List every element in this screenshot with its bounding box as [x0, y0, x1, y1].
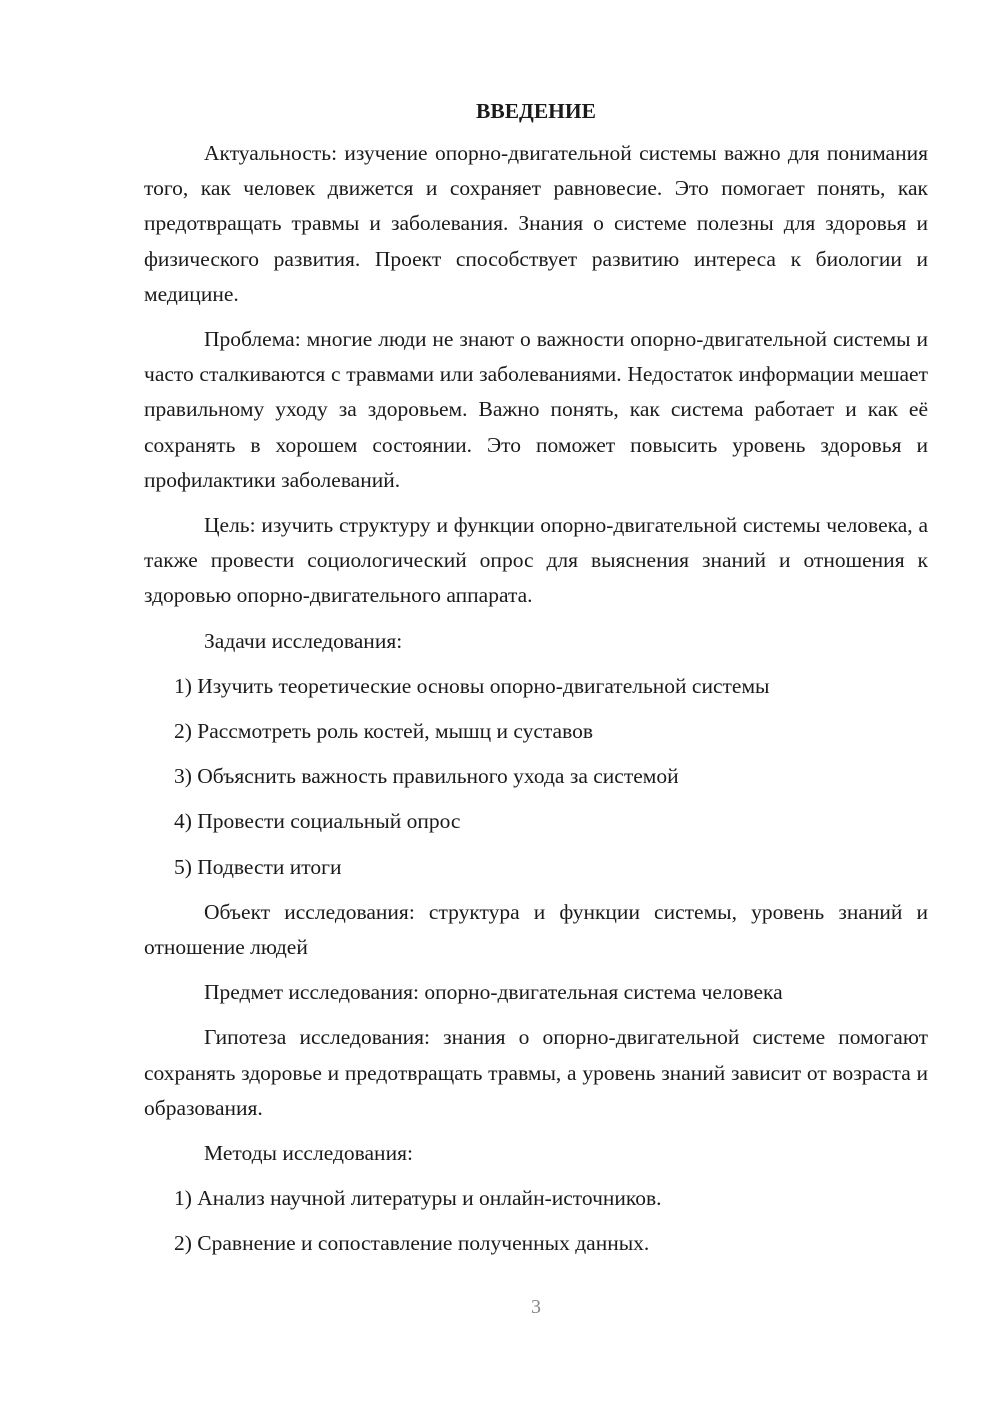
page-number: 3	[531, 1296, 541, 1318]
methods-heading: Методы исследования:	[204, 1141, 413, 1166]
paragraph-relevance: Актуальность: изучение опорно-двигательной системы важно для понимания того, как человек движется и сохраняет равновесие. Это помогает понять, как предотвращать травмы и заболевания. Знания о системе полезны для здоровья и физического развития. Проект способствует развитию интереса к биологии и медицине.	[144, 141, 928, 306]
paragraph-subject: Предмет исследования: опорно-двигательная система человека	[204, 980, 783, 1005]
tasks-heading: Задачи исследования:	[204, 628, 403, 653]
method-item: 2) Сравнение и сопоставление полученных данных.	[174, 1231, 650, 1256]
task-item: 4) Провести социальный опрос	[174, 809, 461, 834]
paragraph-object: Объект исследования: структура и функции системы, уровень знаний и отношение людей	[144, 899, 928, 960]
task-item: 2) Рассмотреть роль костей, мышц и суставов	[174, 719, 593, 744]
method-item: 1) Анализ научной литературы и онлайн-источников.	[174, 1186, 662, 1211]
page-content	[144, 96, 928, 1272]
paragraph-hypothesis: Гипотеза исследования: знания о опорно-двигательной системе помогают сохранять здоровье и предотвращать травмы, а уровень знаний зависит от возраста и образования.	[144, 1025, 928, 1120]
task-item: 3) Объяснить важность правильного ухода за системой	[174, 764, 679, 789]
paragraph-problem: Проблема: многие люди не знают о важности опорно-двигательной системы и часто сталкиваются с травмами или заболеваниями. Недостаток информации мешает правильному уходу за здоровьем. Важно понять, как система работает и как её сохранять в хорошем состоянии. Это поможет повысить уровень здоровья и профилактики заболеваний.	[144, 327, 928, 492]
task-item: 5) Подвести итоги	[174, 854, 342, 879]
section-title: ВВЕДЕНИЕ	[476, 99, 596, 123]
task-item: 1) Изучить теоретические основы опорно-двигательной системы	[174, 673, 770, 698]
paragraph-goal: Цель: изучить структуру и функции опорно-двигательной системы человека, а также провести социологический опрос для выяснения знаний и отношения к здоровью опорно-двигательного аппарата.	[144, 513, 928, 608]
